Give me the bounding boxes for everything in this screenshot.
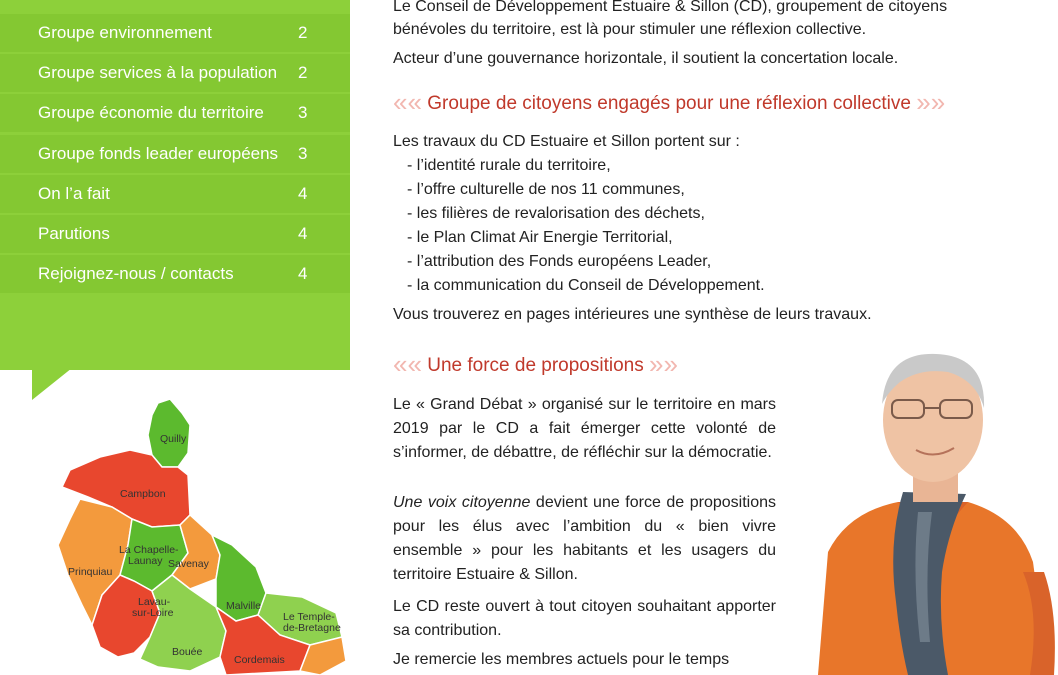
- toc-item-label: Parutions: [38, 224, 110, 243]
- toc-item-parutions[interactable]: [0, 215, 350, 253]
- intro-line-2: bénévoles du territoire, est là pour stimuler une réflexion collective.: [393, 21, 867, 38]
- map-label-malville: Malville: [226, 600, 262, 612]
- portrait-photo: [808, 342, 1058, 675]
- grand-debat-paragraph: Le « Grand Débat » organisé sur le territoire en mars 2019 par le CD a fait émerger cette volonté de s’informer, de débattre, de réfléchir sur la démocratie.: [393, 396, 776, 461]
- toc-item-page: 4: [298, 264, 308, 283]
- toc-item-contacts[interactable]: [0, 255, 350, 293]
- toc-item-label: On l’a fait: [38, 184, 110, 203]
- list-item: - les filières de revalorisation des déchets,: [407, 205, 705, 222]
- map-label-prinquiau: Prinquiau: [68, 566, 113, 578]
- quote-open-icon: «: [407, 349, 422, 379]
- toc-item-label: Groupe environnement: [38, 23, 212, 42]
- ouvert-paragraph: Le CD reste ouvert à tout citoyen souhaitant apporter sa contribution.: [393, 598, 776, 639]
- map-label-de-bretagne: de-Bretagne: [283, 622, 341, 634]
- toc-item-fonds-leader[interactable]: [0, 135, 350, 173]
- toc-item-economie[interactable]: [0, 94, 350, 132]
- toc-item-page: 2: [298, 23, 308, 42]
- territory-map: [40, 395, 350, 675]
- section-heading-1: [393, 87, 946, 117]
- list-item: - l’identité rurale du territoire,: [407, 157, 611, 174]
- list-item: - l’attribution des Fonds européens Leader,: [407, 253, 712, 270]
- toc-item-label: Groupe fonds leader européens: [38, 144, 279, 163]
- quote-close-icon: »: [663, 349, 678, 379]
- map-label-cordemais: Cordemais: [234, 654, 285, 666]
- map-label-bouee: Bouée: [172, 646, 203, 658]
- map-label-lavau: Lavau-: [138, 596, 171, 608]
- paragraph-text: devient une force de propositions pour les élus avec l’ambition du « bien vivre ensemble » pour les habitants et les usagers du territoire Estuaire & Sillon.: [393, 494, 776, 583]
- toc-item-label: Rejoignez-nous / contacts: [38, 264, 234, 283]
- quote-close-icon: »: [649, 349, 664, 379]
- intro-paragraph-2: Acteur d’une gouvernance horizontale, il soutient la concertation locale.: [393, 50, 899, 67]
- emphasis: Une voix citoyenne: [393, 494, 531, 511]
- synthese-paragraph: Vous trouverez en pages intérieures une synthèse de leurs travaux.: [393, 306, 872, 323]
- intro-line-1: Le Conseil de Développement Estuaire & Sillon (CD), groupement de citoyens: [393, 0, 948, 15]
- toc-item-page: 4: [298, 184, 308, 203]
- list-item: - le Plan Climat Air Energie Territorial,: [407, 229, 673, 246]
- quote-close-icon: »: [930, 87, 946, 117]
- map-label-campbon: Campbon: [120, 488, 166, 500]
- map-label-le-temple: Le Temple-: [283, 611, 335, 623]
- toc-item-page: 2: [298, 63, 308, 82]
- voix-citoyenne-paragraph: [393, 491, 776, 587]
- map-label-savenay: Savenay: [168, 558, 209, 570]
- toc-item-environnement[interactable]: [0, 14, 350, 52]
- map-label-la-chapelle: La Chapelle-: [119, 544, 179, 556]
- quote-close-icon: »: [916, 87, 931, 117]
- toc-item-page: 3: [298, 144, 308, 163]
- quote-open-icon: «: [393, 349, 408, 379]
- toc-item-label: Groupe services à la population: [38, 63, 278, 82]
- quote-open-icon: «: [407, 87, 422, 117]
- map-label-sur-loire: sur-Loire: [132, 607, 174, 619]
- quote-open-icon: «: [393, 87, 408, 117]
- list-item: - la communication du Conseil de Développement.: [407, 277, 765, 294]
- section-heading-2: [393, 349, 678, 379]
- toc-item-page: 3: [298, 103, 308, 122]
- heading-text: Une force de propositions: [427, 355, 644, 376]
- toc-item-on-la-fait[interactable]: [0, 175, 350, 213]
- toc-item-services[interactable]: [0, 54, 350, 92]
- toc-item-label: Groupe économie du territoire: [38, 103, 264, 122]
- list-item: - l’offre culturelle de nos 11 communes,: [407, 181, 685, 198]
- travaux-intro: Les travaux du CD Estuaire et Sillon portent sur :: [393, 133, 740, 150]
- map-label-quilly: Quilly: [160, 433, 187, 445]
- map-label-launay: Launay: [128, 555, 163, 567]
- remercie-paragraph: Je remercie les membres actuels pour le temps: [393, 651, 730, 668]
- toc-item-page: 4: [298, 224, 308, 243]
- heading-text: Groupe de citoyens engagés pour une réflexion collective: [427, 93, 911, 114]
